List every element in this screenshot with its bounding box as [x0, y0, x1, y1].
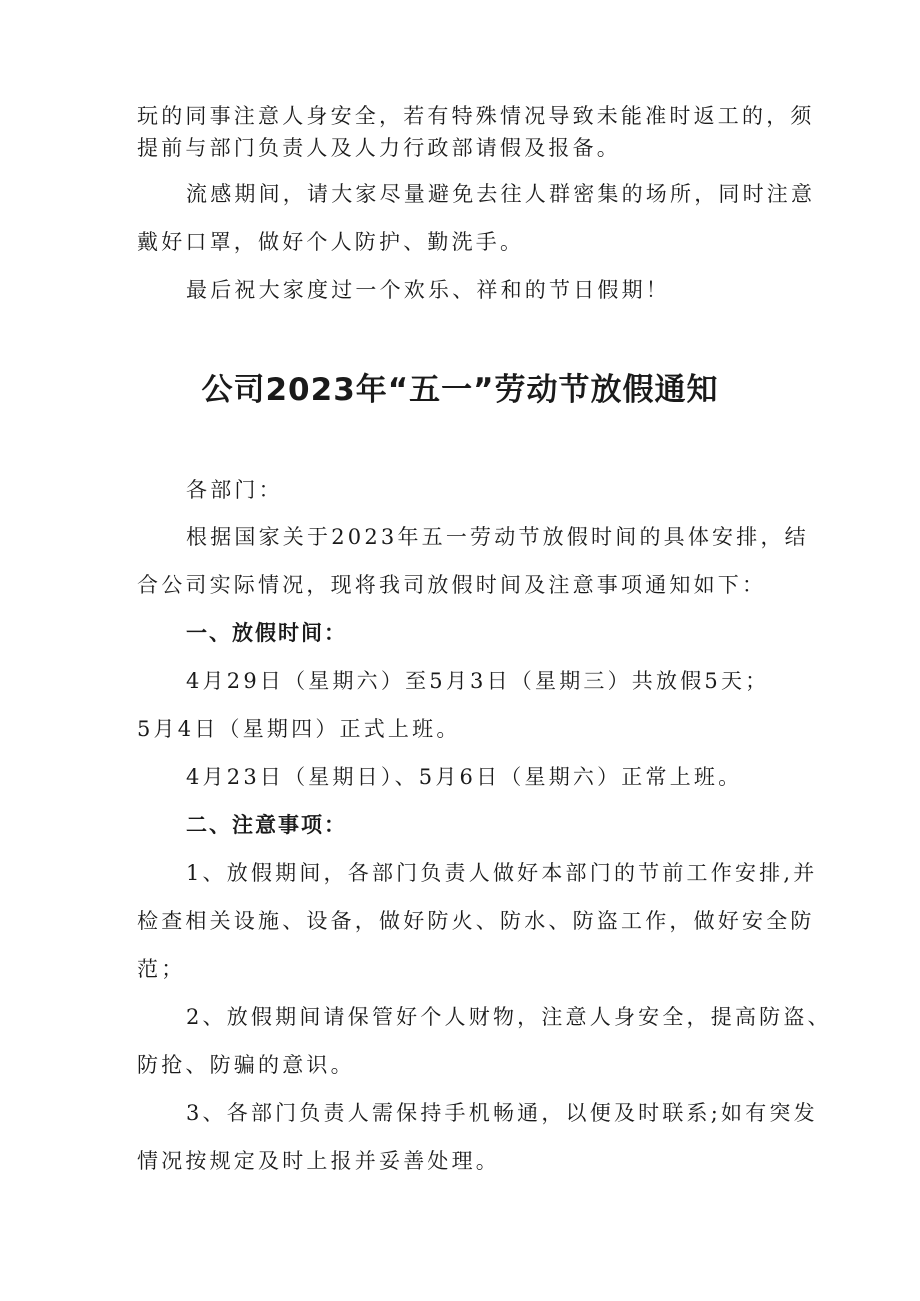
- item-3-line-1: 3、各部门负责人需保持手机畅通，以便及时联系;如有突发: [186, 1101, 818, 1125]
- section-1-line-1: 4月29日（星期六）至5月3日（星期三）共放假5天；: [186, 669, 770, 693]
- item-3-line-2: 情况按规定及时上报并妥善处理。: [137, 1149, 500, 1173]
- intro-line-2: 合公司实际情况，现将我司放假时间及注意事项通知如下：: [137, 573, 767, 597]
- item-1-line-2: 检查相关设施、设备，做好防火、防水、防盗工作，做好安全防: [137, 909, 815, 933]
- salutation: 各部门：: [186, 478, 283, 502]
- item-1-line-1: 1、放假期间，各部门负责人做好本部门的节前工作安排,并: [186, 861, 818, 885]
- previous-notice-line-3: 流感期间，请大家尽量避免去往人群密集的场所，同时注意: [186, 182, 816, 206]
- item-2-line-1: 2、放假期间请保管好个人财物，注意人身安全，提高防盗、: [186, 1005, 832, 1029]
- section-2-title: 二、注意事项：: [186, 813, 347, 837]
- previous-notice-line-2: 提前与部门负责人及人力行政部请假及报备。: [137, 136, 621, 160]
- intro-line-1: 根据国家关于2023年五一劳动节放假时间的具体安排，结: [186, 525, 809, 549]
- item-1-line-3: 范；: [137, 957, 186, 981]
- previous-notice-line-4: 戴好口罩，做好个人防护、勤洗手。: [137, 230, 525, 254]
- item-2-line-2: 防抢、防骗的意识。: [137, 1053, 355, 1077]
- previous-notice-line-5: 最后祝大家度过一个欢乐、祥和的节日假期！: [186, 278, 670, 302]
- section-1-line-2: 5月4日（星期四）正式上班。: [137, 717, 461, 741]
- notice-title: 公司2023年“五一”劳动节放假通知: [201, 372, 719, 408]
- previous-notice-line-1: 玩的同事注意人身安全，若有特殊情况导致未能准时返工的，须: [137, 104, 815, 128]
- section-1-title: 一、放假时间：: [186, 621, 347, 645]
- section-1-line-3: 4月23日（星期日）、5月6日（星期六）正常上班。: [186, 765, 743, 789]
